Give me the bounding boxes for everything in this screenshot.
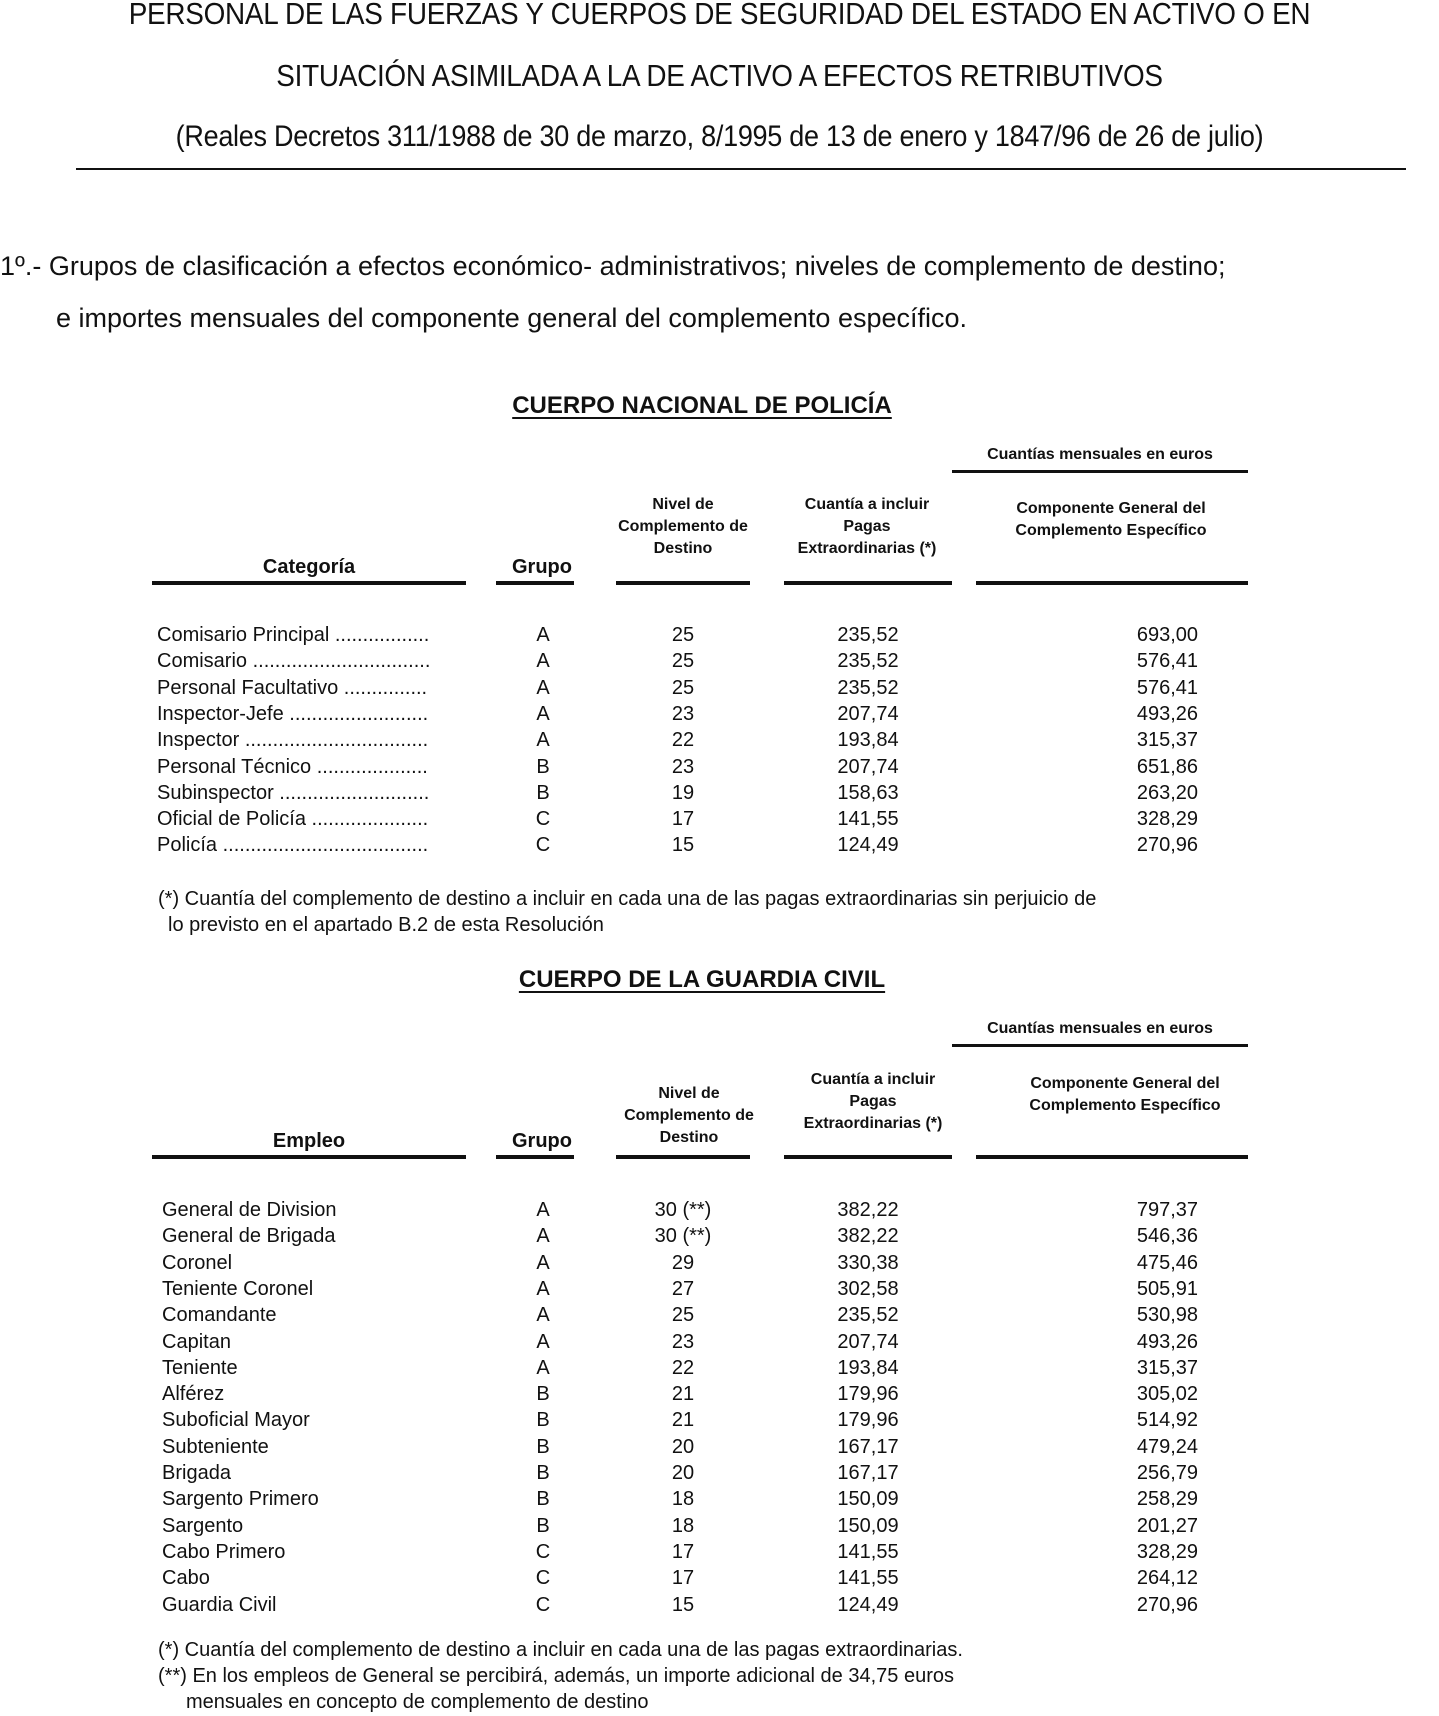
row-especifico: 475,46 xyxy=(1136,1251,1198,1274)
row-grupo: B xyxy=(536,781,550,804)
row-especifico: 256,79 xyxy=(1136,1462,1198,1484)
row-pagas: 150,09 xyxy=(837,1514,899,1537)
policia-header-underline-nivel xyxy=(616,581,750,585)
row-nivel: 18 xyxy=(671,1488,695,1511)
policia-cuantias-rule xyxy=(952,470,1248,473)
row-especifico: 270,96 xyxy=(1136,834,1198,857)
header-divider xyxy=(76,168,1406,170)
guardia-header-especifico: Componente General del Complemento Específico xyxy=(1029,1075,1221,1114)
row-grupo: A xyxy=(536,702,550,725)
row-pagas: 330,38 xyxy=(837,1251,899,1274)
row-pagas: 382,22 xyxy=(837,1199,899,1221)
row-name: Coronel xyxy=(162,1251,233,1274)
row-nivel: 22 xyxy=(671,729,695,752)
row-nivel: 17 xyxy=(671,808,695,831)
row-pagas: 167,17 xyxy=(837,1462,899,1484)
row-grupo: B xyxy=(536,1383,550,1406)
guardia-section-title: CUERPO DE LA GUARDIA CIVIL xyxy=(518,966,886,993)
row-especifico: 576,41 xyxy=(1136,676,1198,699)
row-grupo: A xyxy=(536,676,550,699)
row-grupo: B xyxy=(536,1514,550,1537)
row-name: Inspector-Jefe ......................... xyxy=(157,702,429,725)
policia-section-title: CUERPO NACIONAL DE POLICÍA xyxy=(512,392,892,419)
row-pagas: 207,74 xyxy=(837,702,899,725)
row-grupo: A xyxy=(536,1356,550,1379)
row-pagas: 158,63 xyxy=(837,781,899,804)
row-grupo: C xyxy=(535,808,551,831)
row-pagas: 207,74 xyxy=(837,1330,899,1353)
row-especifico: 305,02 xyxy=(1136,1383,1198,1406)
row-grupo: A xyxy=(536,624,550,646)
row-name: General de Brigada xyxy=(162,1225,336,1248)
row-pagas: 124,49 xyxy=(837,834,899,857)
row-name: Personal Técnico .................... xyxy=(157,755,428,778)
row-name: Sargento xyxy=(162,1514,244,1537)
row-name: Personal Facultativo ............... xyxy=(157,676,428,699)
row-especifico: 530,98 xyxy=(1136,1304,1198,1327)
policia-header-underline-especifico xyxy=(976,581,1248,585)
row-pagas: 235,52 xyxy=(837,1304,899,1327)
row-grupo: A xyxy=(536,1225,550,1248)
guardia-header-underline-empleo xyxy=(152,1155,466,1159)
row-pagas: 179,96 xyxy=(837,1383,899,1406)
row-pagas: 235,52 xyxy=(837,676,899,699)
guardia-footnote-line1: (*) Cuantía del complemento de destino a incluir en cada una de las pagas extraordinarias. xyxy=(158,1639,963,1661)
row-nivel: 25 xyxy=(671,676,695,699)
policia-header-grupo: Grupo xyxy=(512,556,572,578)
row-pagas: 179,96 xyxy=(837,1409,899,1432)
row-pagas: 124,49 xyxy=(837,1593,899,1616)
row-grupo: C xyxy=(535,1593,551,1616)
row-especifico: 546,36 xyxy=(1136,1225,1198,1248)
row-especifico: 258,29 xyxy=(1136,1488,1198,1511)
row-grupo: A xyxy=(536,1330,550,1353)
row-especifico: 263,20 xyxy=(1136,781,1198,804)
guardia-cuantias-rule xyxy=(952,1044,1248,1047)
row-name: Subinspector ........................... xyxy=(157,781,430,804)
policia-header-pagas: Cuantía a incluir Pagas Extraordinarias (*) xyxy=(797,496,937,557)
row-grupo: A xyxy=(536,1304,550,1327)
row-name: Guardia Civil xyxy=(162,1593,277,1616)
row-especifico: 493,26 xyxy=(1136,1330,1198,1353)
row-especifico: 693,00 xyxy=(1136,624,1198,646)
row-especifico: 514,92 xyxy=(1136,1409,1198,1432)
row-pagas: 141,55 xyxy=(837,1567,899,1590)
row-pagas: 141,55 xyxy=(837,1540,899,1563)
row-pagas: 193,84 xyxy=(837,1356,899,1379)
row-nivel: 25 xyxy=(671,624,695,646)
row-grupo: C xyxy=(535,1540,551,1563)
row-name: Teniente Coronel xyxy=(162,1277,314,1300)
row-name: Subteniente xyxy=(162,1435,269,1458)
row-nivel: 23 xyxy=(671,755,695,778)
row-pagas: 302,58 xyxy=(837,1277,899,1300)
row-pagas: 235,52 xyxy=(837,650,899,673)
row-nivel: 25 xyxy=(671,1304,695,1327)
policia-header-underline-pagas xyxy=(784,581,952,585)
row-grupo: B xyxy=(536,1488,550,1511)
row-especifico: 651,86 xyxy=(1136,755,1198,778)
row-grupo: A xyxy=(536,1277,550,1300)
policia-header-categoria: Categoría xyxy=(262,556,356,578)
row-pagas: 382,22 xyxy=(837,1225,899,1248)
row-pagas: 141,55 xyxy=(837,808,899,831)
guardia-header-underline-nivel xyxy=(616,1155,750,1159)
document-subtitle: (Reales Decretos 311/1988 de 30 de marzo, 8/1995 de 13 de enero y 1847/96 de 26 de julio) xyxy=(175,120,1264,153)
row-name: Cabo Primero xyxy=(162,1540,286,1563)
row-grupo: B xyxy=(536,1409,550,1432)
row-grupo: C xyxy=(535,834,551,857)
row-nivel: 22 xyxy=(671,1356,695,1379)
row-nivel: 29 xyxy=(671,1251,695,1274)
row-name: Teniente xyxy=(162,1356,238,1379)
row-grupo: B xyxy=(536,1462,550,1484)
row-name: Capitan xyxy=(162,1330,231,1353)
row-nivel: 15 xyxy=(671,1593,695,1616)
row-nivel: 21 xyxy=(671,1409,695,1432)
row-especifico: 315,37 xyxy=(1136,729,1198,752)
guardia-header-underline-especifico xyxy=(976,1155,1248,1159)
guardia-header-underline-pagas xyxy=(784,1155,952,1159)
intro-line1: 1º.- Grupos de clasificación a efectos económico- administrativos; niveles de complemento de destino; xyxy=(0,251,1226,281)
row-name: Sargento Primero xyxy=(162,1488,319,1511)
policia-cuantias-label: Cuantías mensuales en euros xyxy=(987,446,1213,463)
guardia-header-pagas: Cuantía a incluir Pagas Extraordinarias (*) xyxy=(803,1071,943,1132)
row-pagas: 235,52 xyxy=(837,624,899,646)
row-nivel: 18 xyxy=(671,1514,695,1537)
row-nivel: 27 xyxy=(671,1277,695,1300)
row-especifico: 264,12 xyxy=(1136,1567,1198,1590)
row-especifico: 479,24 xyxy=(1136,1435,1198,1458)
policia-header-underline-categoria xyxy=(152,581,466,585)
guardia-header-empleo: Empleo xyxy=(272,1130,346,1152)
row-especifico: 315,37 xyxy=(1136,1356,1198,1379)
row-especifico: 505,91 xyxy=(1136,1277,1198,1300)
row-name: Comandante xyxy=(162,1304,277,1327)
row-nivel: 30 (**) xyxy=(654,1199,712,1221)
row-grupo: B xyxy=(536,755,550,778)
row-grupo: B xyxy=(536,1435,550,1458)
row-nivel: 20 xyxy=(671,1462,695,1484)
guardia-header-grupo: Grupo xyxy=(512,1130,572,1152)
row-name: General de Division xyxy=(162,1199,337,1221)
row-name: Oficial de Policía ..................... xyxy=(157,808,429,831)
row-name: Policía ..................................... xyxy=(157,834,429,857)
row-especifico: 797,37 xyxy=(1136,1199,1198,1221)
row-nivel: 20 xyxy=(671,1435,695,1458)
row-especifico: 201,27 xyxy=(1136,1514,1198,1537)
guardia-footnote-line2: (**) En los empleos de General se percibirá, además, un importe adicional de 34,75 euros xyxy=(158,1665,954,1687)
row-grupo: A xyxy=(536,1199,550,1221)
intro-line2: e importes mensuales del componente general del complemento específico. xyxy=(56,303,968,333)
policia-footnote-line1: (*) Cuantía del complemento de destino a incluir en cada una de las pagas extraordinarias sin perjuicio de xyxy=(158,888,1097,910)
guardia-header-underline-grupo xyxy=(496,1155,574,1159)
policia-header-especifico: Componente General del Complemento Específico xyxy=(1015,500,1207,539)
row-nivel: 21 xyxy=(671,1383,695,1406)
row-name: Brigada xyxy=(162,1462,231,1484)
row-especifico: 328,29 xyxy=(1136,1540,1198,1563)
guardia-footnote-line3: mensuales en concepto de complemento de destino xyxy=(186,1691,649,1713)
row-grupo: A xyxy=(536,729,550,752)
row-nivel: 17 xyxy=(671,1567,695,1590)
guardia-cuantias-label: Cuantías mensuales en euros xyxy=(987,1020,1213,1037)
document-title-line2: SITUACIÓN ASIMILADA A LA DE ACTIVO A EFECTOS RETRIBUTIVOS xyxy=(276,58,1163,93)
row-grupo: C xyxy=(535,1567,551,1590)
row-nivel: 23 xyxy=(671,1330,695,1353)
row-especifico: 493,26 xyxy=(1136,702,1198,725)
policia-footnote-line2: lo previsto en el apartado B.2 de esta Resolución xyxy=(168,914,604,936)
row-especifico: 328,29 xyxy=(1136,808,1198,831)
row-pagas: 167,17 xyxy=(837,1435,899,1458)
policia-header-underline-grupo xyxy=(496,581,574,585)
row-pagas: 150,09 xyxy=(837,1488,899,1511)
row-nivel: 25 xyxy=(671,650,695,673)
row-name: Suboficial Mayor xyxy=(162,1409,310,1432)
policia-header-nivel: Nivel de Complemento de Destino xyxy=(618,496,748,557)
row-nivel: 19 xyxy=(671,781,695,804)
row-especifico: 270,96 xyxy=(1136,1593,1198,1616)
row-especifico: 576,41 xyxy=(1136,650,1198,673)
row-name: Cabo xyxy=(162,1567,210,1590)
row-nivel: 30 (**) xyxy=(654,1225,712,1248)
row-nivel: 15 xyxy=(671,834,695,857)
document-title-line1: PERSONAL DE LAS FUERZAS Y CUERPOS DE SEGURIDAD DEL ESTADO EN ACTIVO O EN xyxy=(128,0,1311,31)
row-name: Alférez xyxy=(162,1383,225,1406)
row-pagas: 193,84 xyxy=(837,729,899,752)
row-grupo: A xyxy=(536,1251,550,1274)
row-name: Comisario Principal ................. xyxy=(157,624,430,646)
guardia-header-nivel: Nivel de Complemento de Destino xyxy=(624,1085,754,1146)
row-name: Comisario ................................ xyxy=(157,650,431,673)
row-grupo: A xyxy=(536,650,550,673)
row-nivel: 17 xyxy=(671,1540,695,1563)
row-name: Inspector ................................. xyxy=(157,729,429,752)
row-pagas: 207,74 xyxy=(837,755,899,778)
row-nivel: 23 xyxy=(671,702,695,725)
